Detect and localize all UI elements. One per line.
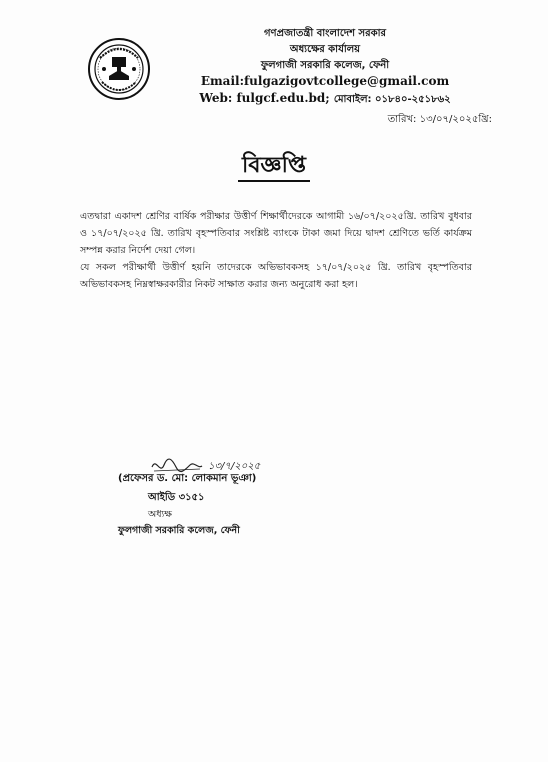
signature-date: ১৩/৭/২০২৫ bbox=[208, 461, 261, 472]
header-mobile: মোবাইল: ০১৮৪০-২৫১৮৬২ bbox=[333, 94, 451, 105]
header-web: Web: fulgcf.edu.bd; bbox=[199, 91, 330, 105]
header-college: ফুলগাজী সরকারি কলেজ, ফেনী bbox=[260, 60, 390, 71]
header-email: Email:fulgazigovtcollege@gmail.com bbox=[200, 74, 450, 88]
notice-title bbox=[0, 148, 548, 185]
notice-paragraph-1: এতদ্বারা একাদশ শ্রেণির বার্ষিক পরীক্ষার উত্তীর্ণ শিক্ষার্থীদেরকে আগামী ১৬/০৭/২০২৫খ্রি. তারিখ বুধবার ও ১৭/০৭/২০২৫ খ্রি. তারিখ বৃহস্পতিবার সংশ্লিষ্ট ব্যাংকে টাকা জমা দিয়ে দ্বাদশ শ্রেণিতে ভর্তি কার্যক্রম সম্পন্ন করার নির্দেশ দেয়া গেল। bbox=[80, 211, 472, 256]
header-office: অধ্যক্ষের কার্যালয় bbox=[289, 44, 361, 55]
signatory-name: (প্রফেসর ড. মো: লোকমান ভূঞা) bbox=[118, 473, 257, 484]
notice-date: তারিখ: ১৩/০৭/২০২৫খ্রি: bbox=[387, 114, 492, 125]
signatory-id: আইডি ৩১৫১ bbox=[148, 492, 205, 503]
notice-title-text: বিজ্ঞপ্তি bbox=[238, 153, 310, 182]
college-seal-icon bbox=[88, 38, 150, 100]
signatory-institution: ফুলগাজী সরকারি কলেজ, ফেনী bbox=[118, 525, 240, 536]
signatory-designation: অধ্যক্ষ bbox=[148, 509, 173, 520]
header-govt: গণপ্রজাতন্ত্রী বাংলাদেশ সরকার bbox=[264, 28, 386, 39]
header-web-mobile bbox=[180, 91, 470, 109]
notice-body bbox=[80, 208, 472, 293]
notice-paragraph-2: যে সকল পরীক্ষার্থী উত্তীর্ণ হয়নি তাদেরকে অভিভাবকসহ ১৭/০৭/২০২৫ খ্রি. তারিখ বৃহস্পতিবার অভিভাবকসহ নিম্নস্বাক্ষরকারীর নিকট সাক্ষাত করার জন্য অনুরোধ করা হল। bbox=[80, 262, 472, 290]
